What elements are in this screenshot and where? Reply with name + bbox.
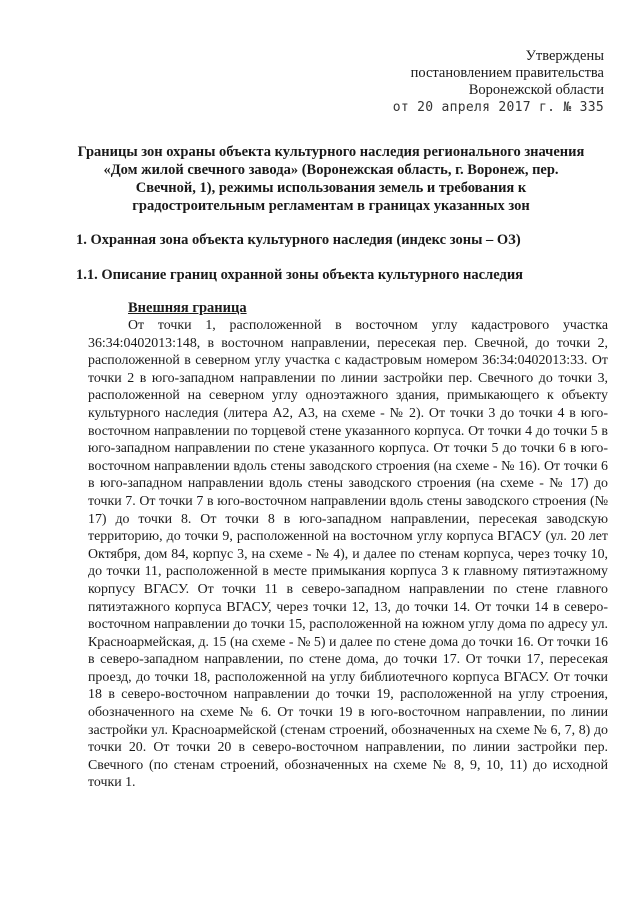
approval-line-region: Воронежской области — [468, 82, 604, 98]
section-heading-1: 1. Охранная зона объекта культурного наследия (индекс зоны – ОЗ) — [76, 232, 521, 248]
approval-line-decree-date: от 20 апреля 2017 г. № 335 — [392, 100, 604, 115]
section-heading-1-1: 1.1. Описание границ охранной зоны объекта культурного наследия — [76, 267, 524, 283]
approval-line-resolution: постановлением правительства — [410, 65, 604, 81]
document-title: Границы зон охраны объекта культурного наследия регионального значения «Дом жилой свечного завода» (Воронежская область, г. Воронеж, пер. Свечной, 1), режимы использования земель и требования к градостроительным регламентам в границах указанных зон — [77, 144, 585, 214]
approval-block — [393, 48, 604, 116]
outer-boundary-paragraph: От точки 1, расположенной в восточном углу кадастрового участка 36:34:0402013:148, в восточном направлении, пересекая пер. Свечной, до точки 2, расположенной в северном углу участка с кадастровым номером 36:34:0402013:33. От точки 2 в юго-западном направлении по линии застройки пер. Свечного до точки 3, расположенной на северном углу одноэтажного здания, примыкающего к объекту культурного наследия (литера А2, А3, на схеме - № 2). От точки 3 до точки 4 в юго-восточном направлении по торцевой стене указанного корпуса. От точки 4 до точки 5 в юго-западном направлении по стене указанного корпуса. От точки 5 до точки 6 в юго-восточном направлении вдоль стены заводского строения (на схеме - № 16). От точки 6 в юго-западном направлении вдоль стены заводского строения (на схеме - № 17) до точки 7. От точки 7 в юго-восточном направлении вдоль стены заводского строения (№ 17) до точки 8. От точки 8 в юго-западном направлении, пересекая заводскую территорию, до точки 9, расположенной на восточном углу корпуса ВГАСУ (ул. 20 лет Октября, дом 84, корпус 3, на схеме - № 4), и далее по стенам корпуса, через точку 10, до точки 11, расположенной в месте примыкания корпуса 3 к главному пятиэтажному корпусу ВГАСУ. От точки 11 в северо-западном направлении по стене главного пятиэтажного корпуса ВГАСУ, через точки 12, 13, до точки 14. От точки 14 в северо-восточном направлении до точки 15, расположенной на южном углу дома по адресу ул. Красноармейская, д. 15 (на схеме - № 5) и далее по стене дома до точки 16. От точки 16 в северо-западном направлении, по стене дома, до точки 17. От точки 17, пересекая проезд, до точки 18, расположенной на углу библиотечного корпуса ВГАСУ. От точки 18 в северо-восточном направлении до точки 19, расположенной на углу строения, обозначенного на схеме № 6. От точки 19 в юго-восточном направлении, по линии застройки ул. Красноармейской (стенам строений, обозначенных на схеме № 6, 7, 8) до точки 20. От точки 20 в северо-восточном направлении, по линии застройки пер. Свечного (по стенам строений, обозначенных на схеме № 8, 9, 10, 11) до исходной точки 1. — [88, 318, 608, 791]
approval-line-approved: Утверждены — [525, 48, 604, 64]
outer-boundary-heading: Внешняя граница — [128, 300, 247, 316]
